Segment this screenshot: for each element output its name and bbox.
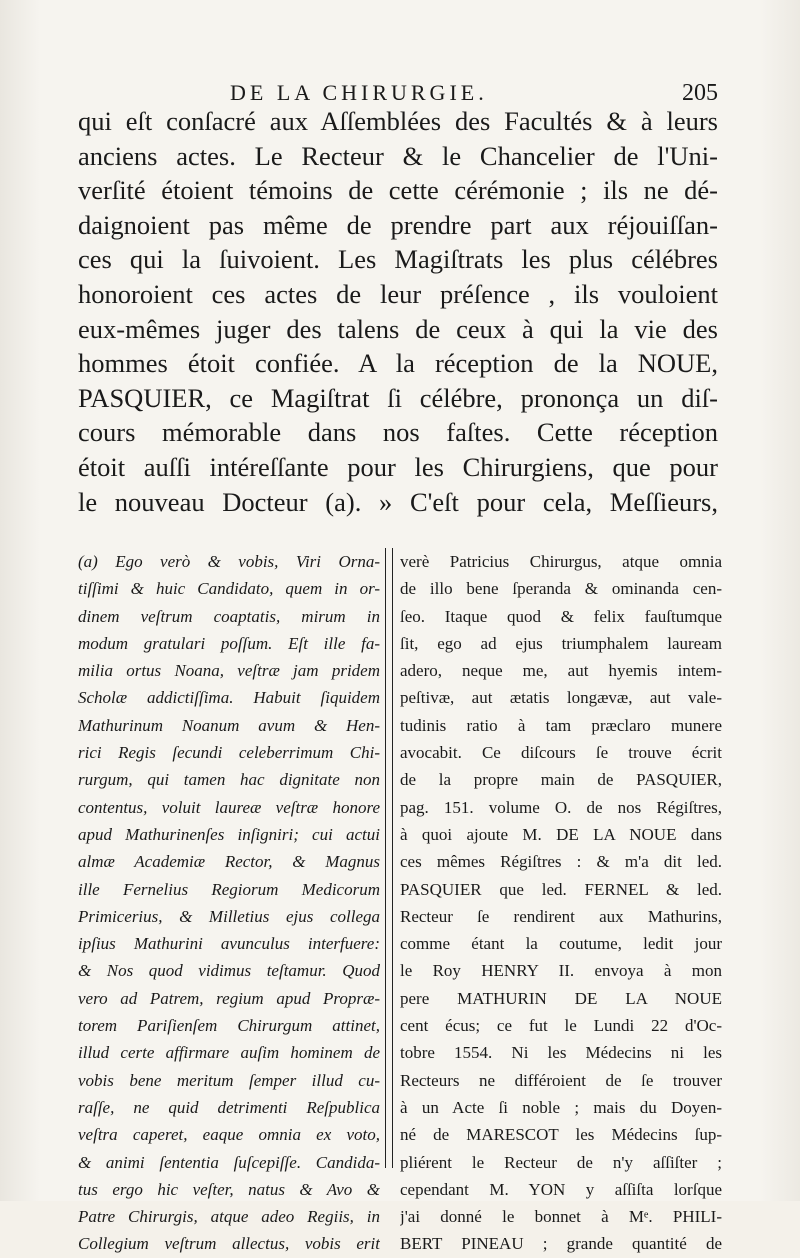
footnote-line: modum gratulari poſſum. Eſt ille fa- <box>78 633 380 653</box>
footnote-line: & Nos quod vidimus teſtamur. Quod <box>78 961 380 981</box>
footnote-line: PASQUIER que led. FERNEL & led. <box>400 879 722 899</box>
footnote-line: verè Patricius Chirurgus, atque omnia <box>400 552 722 571</box>
footnote-line: apud Mathurinenſes inſigniri; cui actui <box>78 824 380 844</box>
text-line: honoroient ces actes de leur préſence , ils vouloient <box>78 278 718 309</box>
footnote-line: Patre Chirurgis, atque adeo Regiis, in <box>78 1207 380 1227</box>
footnote-line: ces mêmes Régiſtres : & m'a dit led. <box>400 852 722 872</box>
footnote-line: Recteurs ne différoient de ſe trouver <box>400 1070 722 1090</box>
footnote-line: tobre 1554. Ni les Médecins ni les <box>400 1043 722 1063</box>
footnote-line: tudinis ratio à tam præclaro munere <box>400 715 722 735</box>
footnote-line: pag. 151. volume O. de nos Régiſtres, <box>400 797 722 817</box>
footnote-line: Scholæ addictiſſima. Habuit ſiquidem <box>78 688 380 708</box>
footnote-line: adero, neque me, aut hyemis intem- <box>400 661 722 681</box>
footnote-line: ſit, ego ad ejus triumphalem lauream <box>400 633 722 653</box>
text-line: eux-mêmes juger des talens de ceux à qui la vie des <box>78 313 718 344</box>
footnote-line: peſtivæ, aut ætatis longævæ, aut vale- <box>400 688 722 708</box>
footnote-line: le Roy HENRY II. envoya à mon <box>400 961 722 981</box>
footnote-line: (a) Ego verò & vobis, Viri Orna- <box>78 552 380 571</box>
text-line: ces qui la ſuivoient. Les Magiſtrats les plus célébres <box>78 244 718 275</box>
footnote-line: ipſius Mathurini avunculus interfuere: <box>78 934 380 954</box>
text-line: PASQUIER, ce Magiſtrat ſi célébre, prononça un diſ- <box>78 382 718 413</box>
footnote-line: de illo bene ſperanda & ominanda cen- <box>400 579 722 599</box>
text-line: cours mémorable dans nos faſtes. Cette réception <box>78 417 718 448</box>
text-line: daignoient pas même de prendre part aux réjouiſſan- <box>78 209 718 240</box>
footnote-line: illud certe affirmare auſim hominem de <box>78 1043 380 1063</box>
footnote-line: dinem veſtrum coaptatis, mirum in <box>78 606 380 626</box>
column-divider <box>385 548 393 1168</box>
footnote-line: raſſe, ne quid detrimenti Reſpublica <box>78 1097 380 1117</box>
footnote-line: à un Acte ſi noble ; mais du Doyen- <box>400 1097 722 1117</box>
footnote-line: à quoi ajoute M. DE LA NOUE dans <box>400 824 722 844</box>
text-line: verſité étoient témoins de cette cérémonie ; ils ne dé- <box>78 175 718 206</box>
footnote-line: j'ai donné le bonnet à Mᵉ. PHILI- <box>400 1207 722 1227</box>
footnote-line: vobis bene meritum ſemper illud cu- <box>78 1070 380 1090</box>
footnote-line: pere MATHURIN DE LA NOUE <box>400 988 722 1008</box>
footnote-line: BERT PINEAU ; grande quantité de <box>400 1234 722 1254</box>
footnotes <box>78 548 722 1254</box>
footnote-line: vero ad Patrem, regium apud Propræ- <box>78 988 380 1008</box>
footnote-left-column <box>78 548 380 1254</box>
main-text-block <box>78 104 718 519</box>
footnote-line: cent écus; ce fut le Lundi 22 d'Oc- <box>400 1016 722 1036</box>
footnote-right-column <box>400 548 722 1254</box>
footnote-line: pliérent le Recteur de n'y aſſiſter ; <box>400 1152 722 1172</box>
running-head: DE LA CHIRURGIE. <box>230 80 488 105</box>
text-line: qui eſt conſacré aux Aſſemblées des Facultés & à leurs <box>78 106 718 136</box>
footnote-line: Collegium veſtrum allectus, vobis erit <box>78 1234 380 1254</box>
text-line: étoit auſſi intéreſſante pour les Chirurgiens, que pour <box>78 451 718 482</box>
footnote-line: & animi ſententia ſuſcepiſſe. Candida- <box>78 1152 380 1172</box>
text-line: anciens actes. Le Recteur & le Chancelier de l'Uni- <box>78 140 718 171</box>
page-number: 205 <box>682 80 718 106</box>
footnote-line: tiſſimi & huic Candidato, quem in or- <box>78 579 380 599</box>
footnote-line: né de MARESCOT les Médecins ſup- <box>400 1125 722 1145</box>
footnote-line: de la propre main de PASQUIER, <box>400 770 722 790</box>
footnote-line: Mathurinum Noanum avum & Hen- <box>78 715 380 735</box>
footnote-line: tus ergo hic veſter, natus & Avo & <box>78 1179 380 1199</box>
footnote-line: ſeo. Itaque quod & felix fauſtumque <box>400 606 722 626</box>
footnote-line: veſtra caperet, eaque omnia ex voto, <box>78 1125 380 1145</box>
text-line: hommes étoit confiée. A la réception de la NOUE, <box>78 348 718 379</box>
footnote-line: milia ortus Noana, veſtræ jam pridem <box>78 661 380 681</box>
footnote-line: Primicerius, & Milletius ejus collega <box>78 906 380 926</box>
footnote-line: almæ Academiæ Rector, & Magnus <box>78 852 380 872</box>
footnote-line: rici Regis ſecundi celeberrimum Chi- <box>78 743 380 763</box>
footnote-line: cependant M. YON y aſſiſta lorſque <box>400 1179 722 1199</box>
text-line: le nouveau Docteur (a). » C'eſt pour cela, Meſſieurs, <box>78 486 718 517</box>
footnote-line: rurgum, qui tamen hac dignitate non <box>78 770 380 790</box>
footnote-line: torem Pariſienſem Chirurgum attinet, <box>78 1016 380 1036</box>
footnote-line: comme étant la coutume, ledit jour <box>400 934 722 954</box>
footnote-line: contentus, voluit laureæ veſtræ honore <box>78 797 380 817</box>
footnote-line: ille Fernelius Regiorum Medicorum <box>78 879 380 899</box>
footnote-line: Recteur ſe rendirent aux Mathurins, <box>400 906 722 926</box>
footnote-line: avocabit. Ce diſcours ſe trouve écrit <box>400 743 722 763</box>
